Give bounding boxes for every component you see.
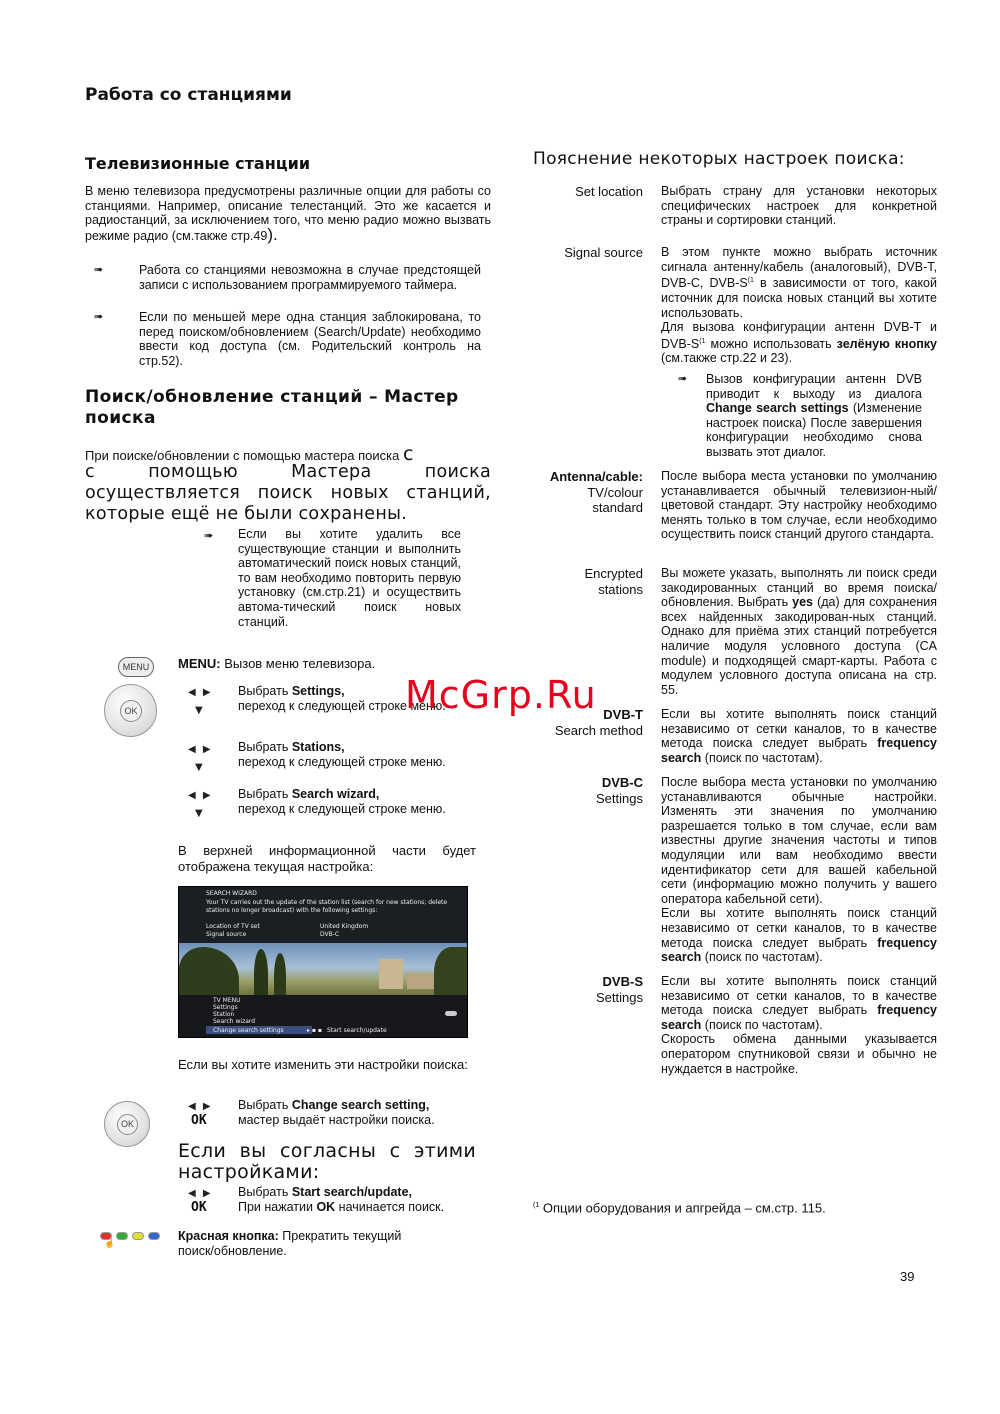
info-paragraph: В верхней информационной части будет отображена текущая настройка: xyxy=(178,843,476,874)
tv-stations-paragraph: В меню телевизора предусмотрены различные опции для работы со станциями. Например, описание телестанций. Это же касается и радиостанций, за исключением того, что меню радио можно вызвать режиме радио (см.также стр.49). xyxy=(85,184,491,244)
search-paragraph: При поиске/обновлении с помощью мастера поиска с xyxy=(85,443,414,465)
desc-antenna-cable: После выбора места установки по умолчанию устанавливается обычный телевизион-ный/цветовой стандарт. Эту настройку необходимо менять только в том случае, если необходимо осуществить поиск станций другого стандарта. xyxy=(661,469,937,542)
screen-row2-label: Signal source xyxy=(206,931,247,938)
yellow-button-icon xyxy=(132,1232,144,1240)
screen-action: Start search/update xyxy=(327,1027,387,1034)
screen-row2-value: DVB-C xyxy=(320,931,340,938)
label-dvbs: DVB-S Settings xyxy=(596,974,643,1005)
step-stations: Выбрать Stations, переход к следующей строке меню. xyxy=(238,740,446,769)
screen-row1-value: United Kingdom xyxy=(320,923,369,930)
screen-menu-item: Search wizard xyxy=(213,1018,256,1025)
watermark: McGrp.Ru xyxy=(405,673,597,717)
note-arrow-icon: ➠ xyxy=(678,372,688,385)
search-paragraph-big: с помощью Мастера поиска осуществляется поиск новых станций, которые ещё не были сохранены. xyxy=(85,462,491,524)
step-search-wizard: Выбрать Search wizard, переход к следующей строке меню. xyxy=(238,787,446,816)
right-heading: Пояснение некоторых настроек поиска: xyxy=(533,149,905,169)
ok-label: OK xyxy=(191,1200,207,1215)
page-number: 39 xyxy=(900,1269,915,1284)
left-right-arrows-icon: ◀ ▶ xyxy=(188,687,213,698)
ok-label: OK xyxy=(191,1113,207,1128)
note-arrow-icon: ➠ xyxy=(94,263,104,276)
left-right-arrows-icon: ◀ ▶ xyxy=(188,744,213,755)
tv-stations-heading: Телевизионные станции xyxy=(85,154,311,173)
green-button-icon xyxy=(116,1232,128,1240)
change-paragraph: Если вы хотите изменить эти настройки поиска: xyxy=(178,1057,468,1072)
note-arrow-icon: ➠ xyxy=(204,529,214,542)
agree-paragraph: Если вы согласны с этими настройками: xyxy=(178,1140,476,1183)
remote-navigation-icon xyxy=(104,684,157,737)
menu-key-icon: MENU xyxy=(118,657,154,677)
label-antenna-cable: Antenna/cable: TV/colour standard xyxy=(549,469,643,515)
down-arrow-icon: ▼ xyxy=(195,808,205,819)
step-change-settings: Выбрать Change search setting, мастер выдаёт настройки поиска. xyxy=(238,1098,435,1127)
note-blocked: Если по меньшей мере одна станция заблокирована, то перед поиском/обновлением (Search/Update) необходимо ввести код доступа (см. Родительский контроль на стр.52). xyxy=(139,310,481,368)
blue-button-icon xyxy=(148,1232,160,1240)
note-arrow-icon: ➠ xyxy=(94,310,104,323)
desc-signal-source: В этом пункте можно выбрать источник сигнала антенну/кабель (аналоговый), DVB-T, DVB-C, DVB-$S^{(1}$ в зависимости от того, какой источник для поиска новых станций вы хотите использовать. Для вызова конфигурации антенн DVB-T и DVB-$S^{(1}$ можно использовать зелёную кнопку (см.также стр.22 и 23). xyxy=(661,245,937,366)
desc-dvbs: Если вы хотите выполнять поиск станций независимо от сетки каналов, то в качестве метода поиска следует выбрать frequency search (поиск по частотам). Скорость обмена данными указывается оператором спутниковой связи и обычно не нуждается в настройке. xyxy=(661,974,937,1076)
step-settings: Выбрать Settings, переход к следующей строке меню. xyxy=(238,684,446,713)
desc-set-location: Выбрать страну для установки некоторых специфических настроек для конкретной страны и сортировки станций. xyxy=(661,184,937,228)
screen-title: SEARCH WIZARD xyxy=(206,890,257,897)
color-buttons-icon xyxy=(100,1230,162,1248)
remote-ok-icon xyxy=(104,1101,150,1147)
footnote: $^{(1}$ Опции оборудования и апгрейда – см.стр. 115. xyxy=(533,1200,826,1216)
label-set-location: Set location xyxy=(575,184,643,199)
desc-encrypted: Вы можете указать, выполнять ли поиск среди закодированных станций во время поиска/обновления. Выбрать yes (да) для сохранения всех найденных закодирован-ных станций. Однако для приёма этих станций потребуется наличие модуля условного доступа (CA module) и подходящей смарт-карты. Работа с модулем условного доступа описана на стр. 55. xyxy=(661,566,937,697)
screen-ok-arrow-icon: ▸ ▪ ▪ xyxy=(307,1027,322,1034)
page-title: Работа со станциями xyxy=(85,85,292,105)
label-dvbc: DVB-C Settings xyxy=(596,775,643,806)
down-arrow-icon: ▼ xyxy=(195,762,205,773)
menu-step: MENU: Вызов меню телевизора. xyxy=(178,656,376,671)
hand-pointer-icon: ☝ xyxy=(104,1238,116,1248)
screen-menu-selected: Change search settings xyxy=(213,1027,284,1034)
screen-menu-item: Station xyxy=(213,1011,235,1018)
label-encrypted: Encrypted stations xyxy=(584,566,643,597)
desc-dvbc: После выбора места установки по умолчанию устанавливаются обычные настройки. Изменять эти значения по умолчанию разрешается только в том случае, если вам известны другие значения частоты и типов модуляции или вам необходимо ввести идентификатор сети для вашей кабельной сети (информацию можно получить у вашего оператора кабельной сети). Если вы хотите выполнять поиск станций независимо от сетки каналов, то в качестве метода поиска следует выбрать frequency search (поиск по частотам). xyxy=(661,775,937,965)
screen-row1-label: Location of TV set xyxy=(206,923,260,930)
search-heading: Поиск/обновление станций – Мастер поиска xyxy=(85,387,459,428)
ok-key-icon: OK xyxy=(120,700,142,722)
note-timer: Работа со станциями невозможна в случае предстоящей записи с использованием программируемого таймера. xyxy=(139,263,481,292)
left-right-arrows-icon: ◀ ▶ xyxy=(188,1101,213,1112)
left-right-arrows-icon: ◀ ▶ xyxy=(188,790,213,801)
screen-menu-item: Settings xyxy=(213,1004,238,1011)
red-button-step: Красная кнопка: Прекратить текущий поиск/обновление. xyxy=(178,1229,402,1258)
left-right-arrows-icon: ◀ ▶ xyxy=(188,1188,213,1199)
note-dvb-config: Вызов конфигурации антенн DVB приводит к выходу из диалога Change search settings (Изменение настроек поиска) После завершения конфигурации необходимо снова вызвать этот диалог. xyxy=(706,372,922,459)
note-first-install: Если вы хотите удалить все существующие станции и выполнить автоматический поиск новых станций, то вам необходимо повторить первую установку (см.стр.21) и осуществить автома-тический поиск новых станций. xyxy=(238,527,461,629)
desc-dvbt: Если вы хотите выполнять поиск станций независимо от сетки каналов, то в качестве метода поиска следует выбрать frequency search (поиск по частотам). xyxy=(661,707,937,765)
label-signal-source: Signal source xyxy=(564,245,643,260)
down-arrow-icon: ▼ xyxy=(195,705,205,716)
step-start-search: Выбрать Start search/update, При нажатии OK начинается поиск. xyxy=(238,1185,445,1214)
screen-menu-item: TV MENU xyxy=(213,997,241,1004)
ok-key-icon: OK xyxy=(117,1114,138,1135)
search-wizard-screenshot xyxy=(178,886,468,1038)
label-dvbt: DVB-T Search method xyxy=(554,707,643,738)
screen-text: Your TV carries out the update of the station list (search for new stations; delete stations no longer broadcast) with the following settings: xyxy=(206,899,448,914)
